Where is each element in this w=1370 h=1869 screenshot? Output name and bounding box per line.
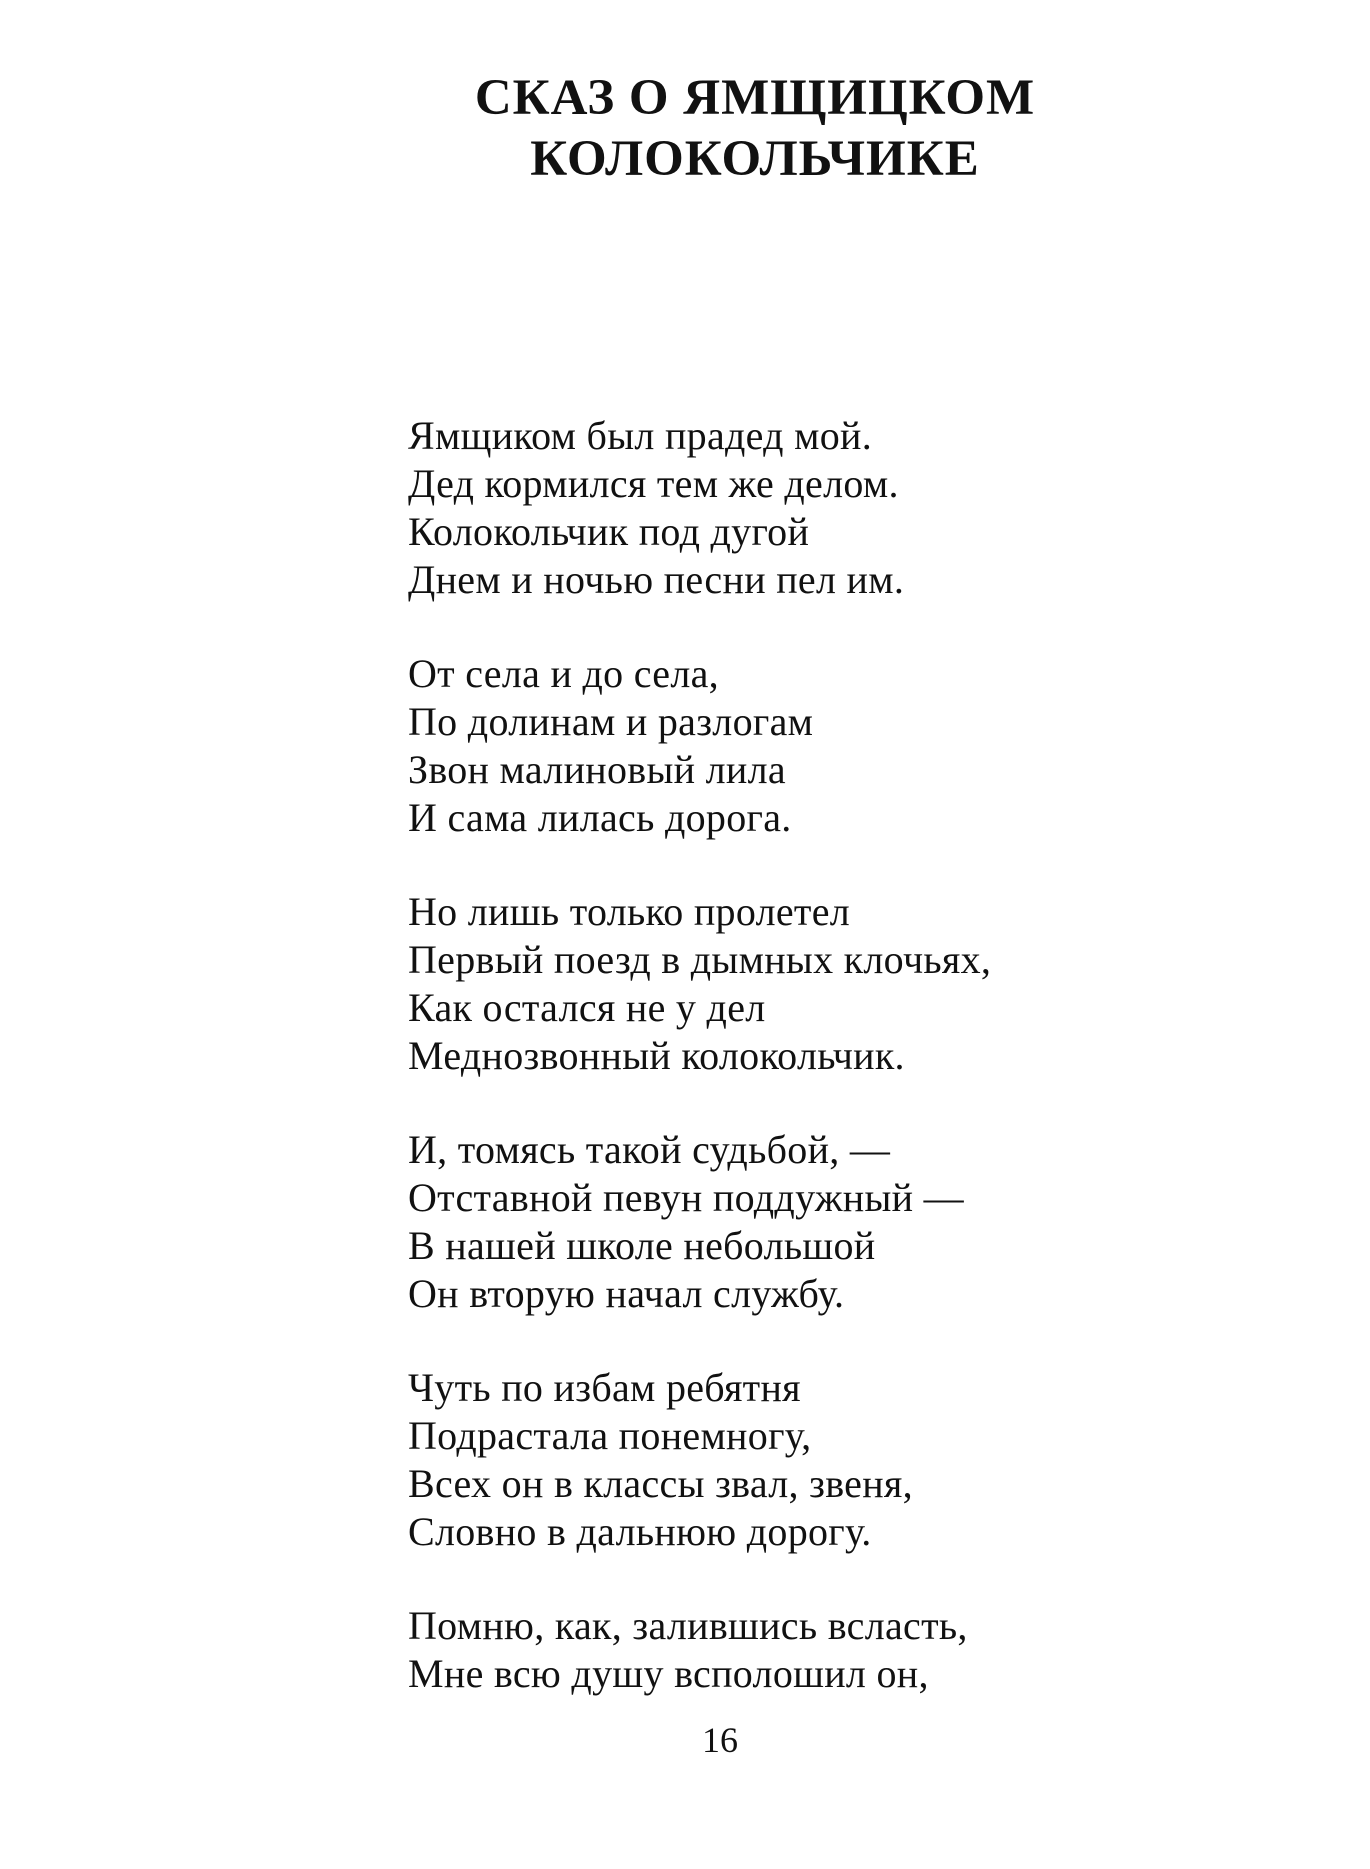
poem-line: Он вторую начал службу. <box>408 1271 845 1316</box>
poem-line: Как остался не у дел <box>408 985 766 1030</box>
stanza <box>408 1126 1108 1318</box>
poem-line: Словно в дальнюю дорогу. <box>408 1509 872 1554</box>
stanza <box>408 412 1108 604</box>
poem-line: Колокольчик под дугой <box>408 509 810 554</box>
poem-line: Звон малиновый лила <box>408 747 786 792</box>
page-number: 16 <box>702 1720 738 1760</box>
poem-line: От села и до села, <box>408 651 719 696</box>
poem-line: Мне всю душу всполошил он, <box>408 1651 929 1696</box>
poem-line: Ямщиком был прадед мой. <box>408 413 873 458</box>
poem-title-line-1: СКАЗ О ЯМЩИЦКОМ <box>474 70 1036 126</box>
poem-line: И, томясь такой судьбой, — <box>408 1127 891 1172</box>
poem-line: Дед кормился тем же делом. <box>408 461 899 506</box>
poem-line: По долинам и разлогам <box>408 699 814 744</box>
poem-line: В нашей школе небольшой <box>408 1223 876 1268</box>
stanza <box>408 1364 1108 1556</box>
poem-line: Помню, как, залившись всласть, <box>408 1603 968 1648</box>
poem-title-line-2: КОЛОКОЛЬЧИКЕ <box>530 131 980 187</box>
poem-line: Первый поезд в дымных клочьях, <box>408 937 992 982</box>
poem-line: Подрастала понемногу, <box>408 1413 812 1458</box>
stanza <box>408 1602 1108 1698</box>
poem-line: Чуть по избам ребятня <box>408 1365 801 1410</box>
poem-body <box>408 412 1108 1744</box>
poem-line: Но лишь только пролетел <box>408 889 851 934</box>
poem-line: Днем и ночью песни пел им. <box>408 557 905 602</box>
poem-line: Меднозвонный колокольчик. <box>408 1033 905 1078</box>
stanza <box>408 650 1108 842</box>
stanza <box>408 888 1108 1080</box>
poem-line: Всех он в классы звал, звеня, <box>408 1461 913 1506</box>
poem-line: Отставной певун поддужный — <box>408 1175 964 1220</box>
poem-line: И сама лилась дорога. <box>408 795 792 840</box>
poem-title <box>0 68 1370 190</box>
